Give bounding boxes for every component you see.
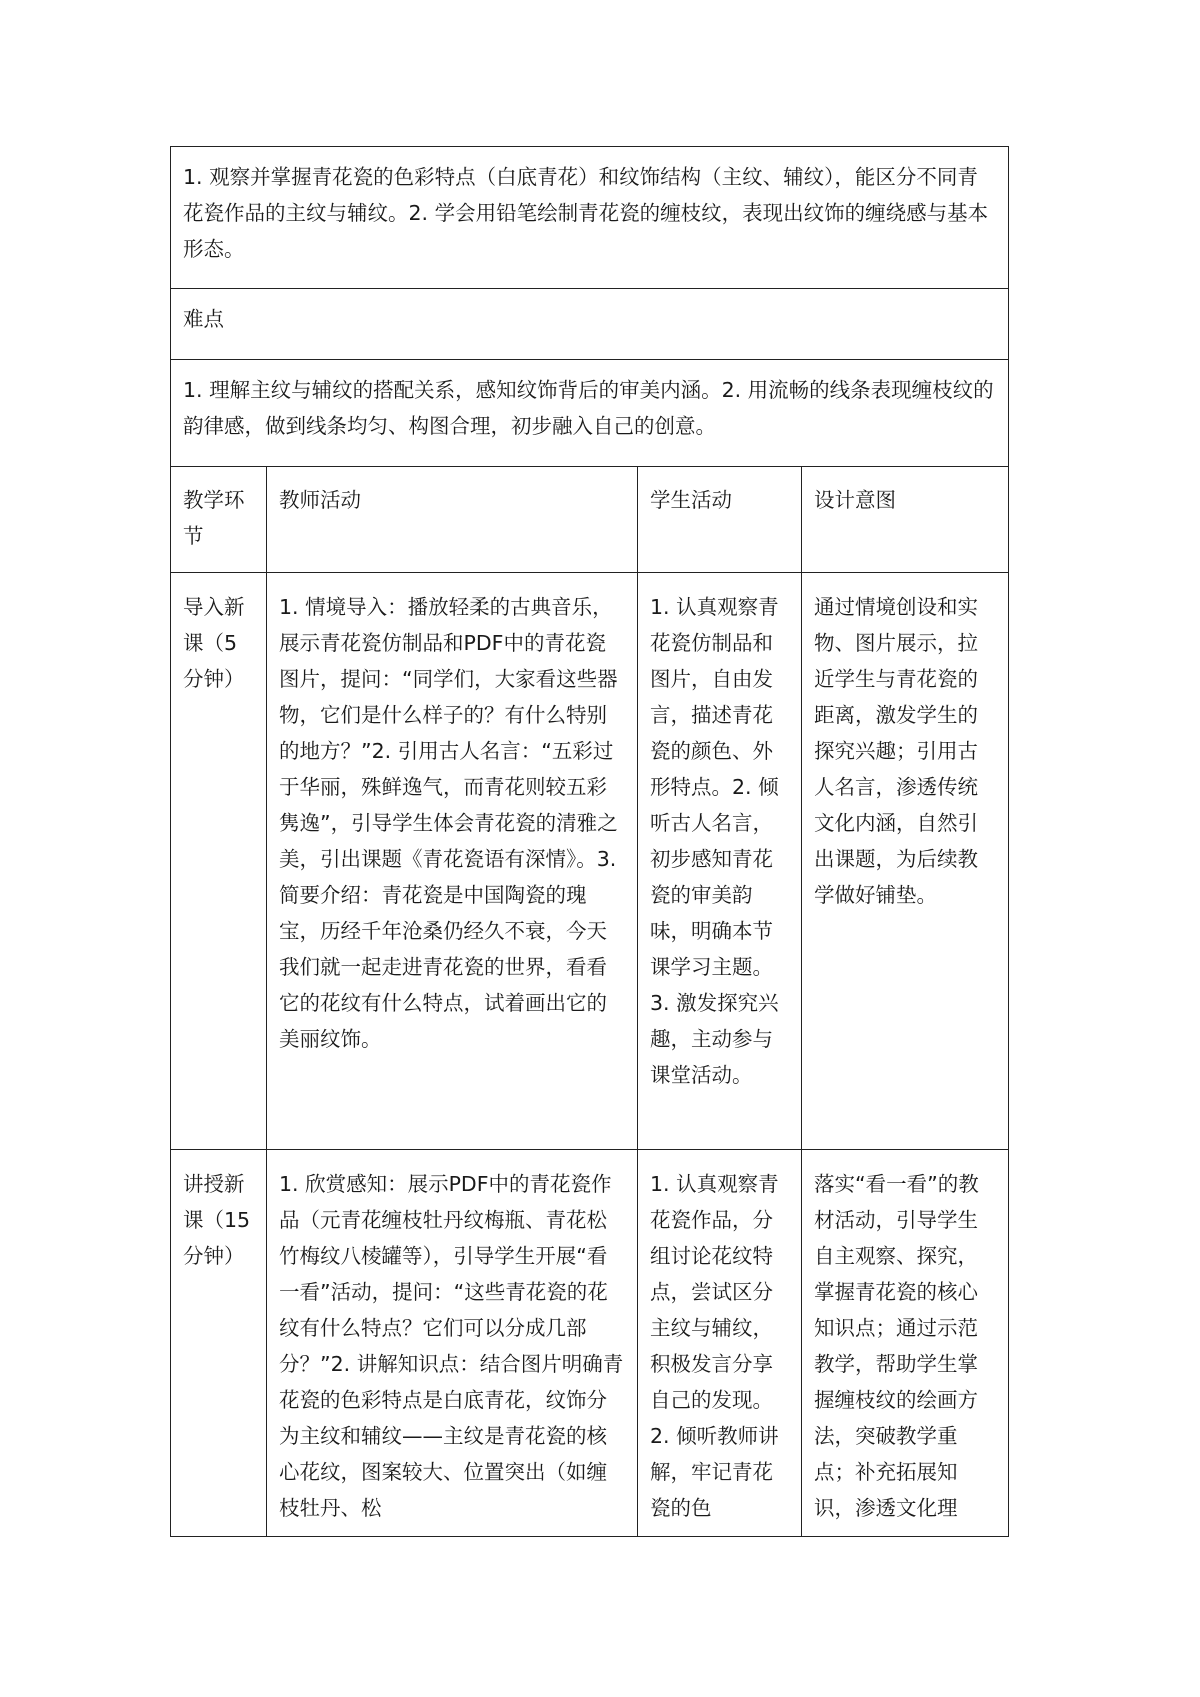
table-row xyxy=(171,1150,1009,1537)
stage-cell: 导入新课（5分钟） xyxy=(171,573,267,1150)
teacher-activity-cell: 1. 欣赏感知：展示PDF中的青花瓷作品（元青花缠枝牡丹纹梅瓶、青花松竹梅纹八棱罐等），引导学生开展“看一看”活动，提问：“这些青花瓷的花纹有什么特点？它们可以分成几部分？”2. 讲解知识点：结合图片明确青花瓷的色彩特点是白底青花，纹饰分为主纹和辅纹——主纹是青花瓷的核心花纹，图案较大、位置突出（如缠枝牡丹、松 xyxy=(267,1150,638,1537)
teaching-goals-row xyxy=(171,147,1009,289)
design-intent-cell: 通过情境创设和实物、图片展示，拉近学生与青花瓷的距离，激发学生的探究兴趣；引用古人名言，渗透传统文化内涵，自然引出课题，为后续教学做好铺垫。 xyxy=(802,573,1009,1150)
difficulty-label: 难点 xyxy=(171,289,1009,360)
difficulty-row xyxy=(171,360,1009,467)
header-teacher-activity: 教师活动 xyxy=(267,467,638,573)
table-header-row xyxy=(171,467,1009,573)
header-student-activity: 学生活动 xyxy=(638,467,802,573)
design-intent-cell: 落实“看一看”的教材活动，引导学生自主观察、探究，掌握青花瓷的核心知识点；通过示范教学，帮助学生掌握缠枝纹的绘画方法，突破教学重点；补充拓展知识，渗透文化理 xyxy=(802,1150,1009,1537)
student-activity-cell: 1. 认真观察青花瓷仿制品和图片，自由发言，描述青花瓷的颜色、外形特点。2. 倾听古人名言，初步感知青花瓷的审美韵味，明确本节课学习主题。3. 激发探究兴趣，主动参与课堂活动。 xyxy=(638,573,802,1150)
difficulty-label-row xyxy=(171,289,1009,360)
stage-cell: 讲授新课（15分钟） xyxy=(171,1150,267,1537)
difficulty-text: 1. 理解主纹与辅纹的搭配关系，感知纹饰背后的审美内涵。2. 用流畅的线条表现缠枝纹的韵律感，做到线条均匀、构图合理，初步融入自己的创意。 xyxy=(171,360,1009,467)
header-stage: 教学环节 xyxy=(171,467,267,573)
teacher-activity-cell: 1. 情境导入：播放轻柔的古典音乐，展示青花瓷仿制品和PDF中的青花瓷图片，提问：“同学们，大家看这些器物，它们是什么样子的？有什么特别的地方？”2. 引用古人名言：“五彩过于华丽，殊鲜逸气，而青花则较五彩隽逸”，引导学生体会青花瓷的清雅之美，引出课题《青花瓷语有深情》。3. 简要介绍：青花瓷是中国陶瓷的瑰宝，历经千年沧桑仍经久不衰，今天我们就一起走进青花瓷的世界，看看它的花纹有什么特点，试着画出它的美丽纹饰。 xyxy=(267,573,638,1150)
teaching-goals-text: 1. 观察并掌握青花瓷的色彩特点（白底青花）和纹饰结构（主纹、辅纹），能区分不同青花瓷作品的主纹与辅纹。2. 学会用铅笔绘制青花瓷的缠枝纹，表现出纹饰的缠绕感与基本形态。 xyxy=(171,147,1009,289)
student-activity-cell: 1. 认真观察青花瓷作品，分组讨论花纹特点，尝试区分主纹与辅纹，积极发言分享自己的发现。2. 倾听教师讲解，牢记青花瓷的色 xyxy=(638,1150,802,1537)
header-design-intent: 设计意图 xyxy=(802,467,1009,573)
table-row xyxy=(171,573,1009,1150)
lesson-plan-table xyxy=(170,146,1009,1537)
